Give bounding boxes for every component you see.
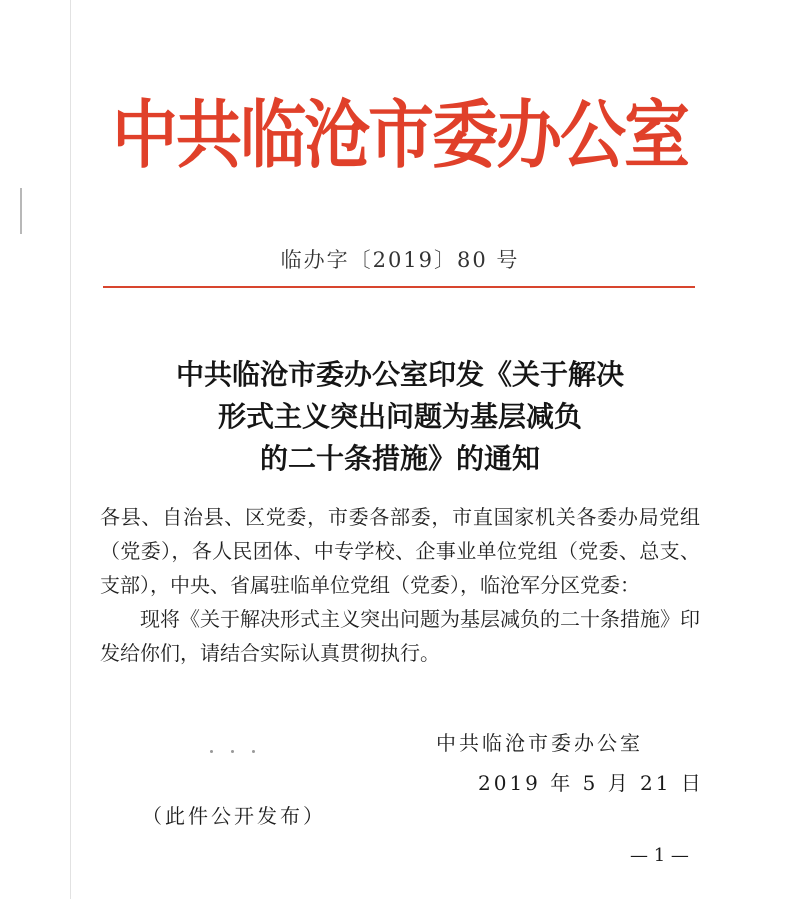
binding-mark — [20, 188, 22, 234]
document-title-line-1: 中共临沧市委办公室印发《关于解决 — [175, 358, 624, 391]
page-number: — 1 — — [630, 845, 689, 866]
org-header-title: 中共临沧市委办公室 — [112, 92, 688, 179]
scan-dots — [210, 738, 290, 744]
recipients-paragraph: 各县、自治县、区党委，市委各部委，市直国家机关各委办局党组（党委），各人民团体、中专学校、企事业单位党组（党委、总支、支部），中央、省属驻临单位党组（党委），临沧军分区党委： — [100, 505, 700, 597]
page-left-edge — [70, 0, 71, 899]
document-title — [120, 354, 680, 480]
signer-name: 中共临沧市委办公室 — [436, 731, 643, 755]
public-release-note: （此件公开发布） — [142, 804, 326, 828]
content-paragraph: 现将《关于解决形式主义突出问题为基层减负的二十条措施》印发给你们，请结合实际认真贯彻执行。 — [100, 607, 700, 665]
red-divider-line — [103, 286, 695, 288]
document-title-line-2: 形式主义突出问题为基层减负 — [217, 400, 582, 433]
document-title-line-3: 的二十条措施》的通知 — [259, 442, 540, 475]
document-number: 临办字〔2019〕80 号 — [280, 248, 520, 272]
sign-date: 2019 年 5 月 21 日 — [478, 771, 704, 795]
document-body — [100, 500, 700, 670]
